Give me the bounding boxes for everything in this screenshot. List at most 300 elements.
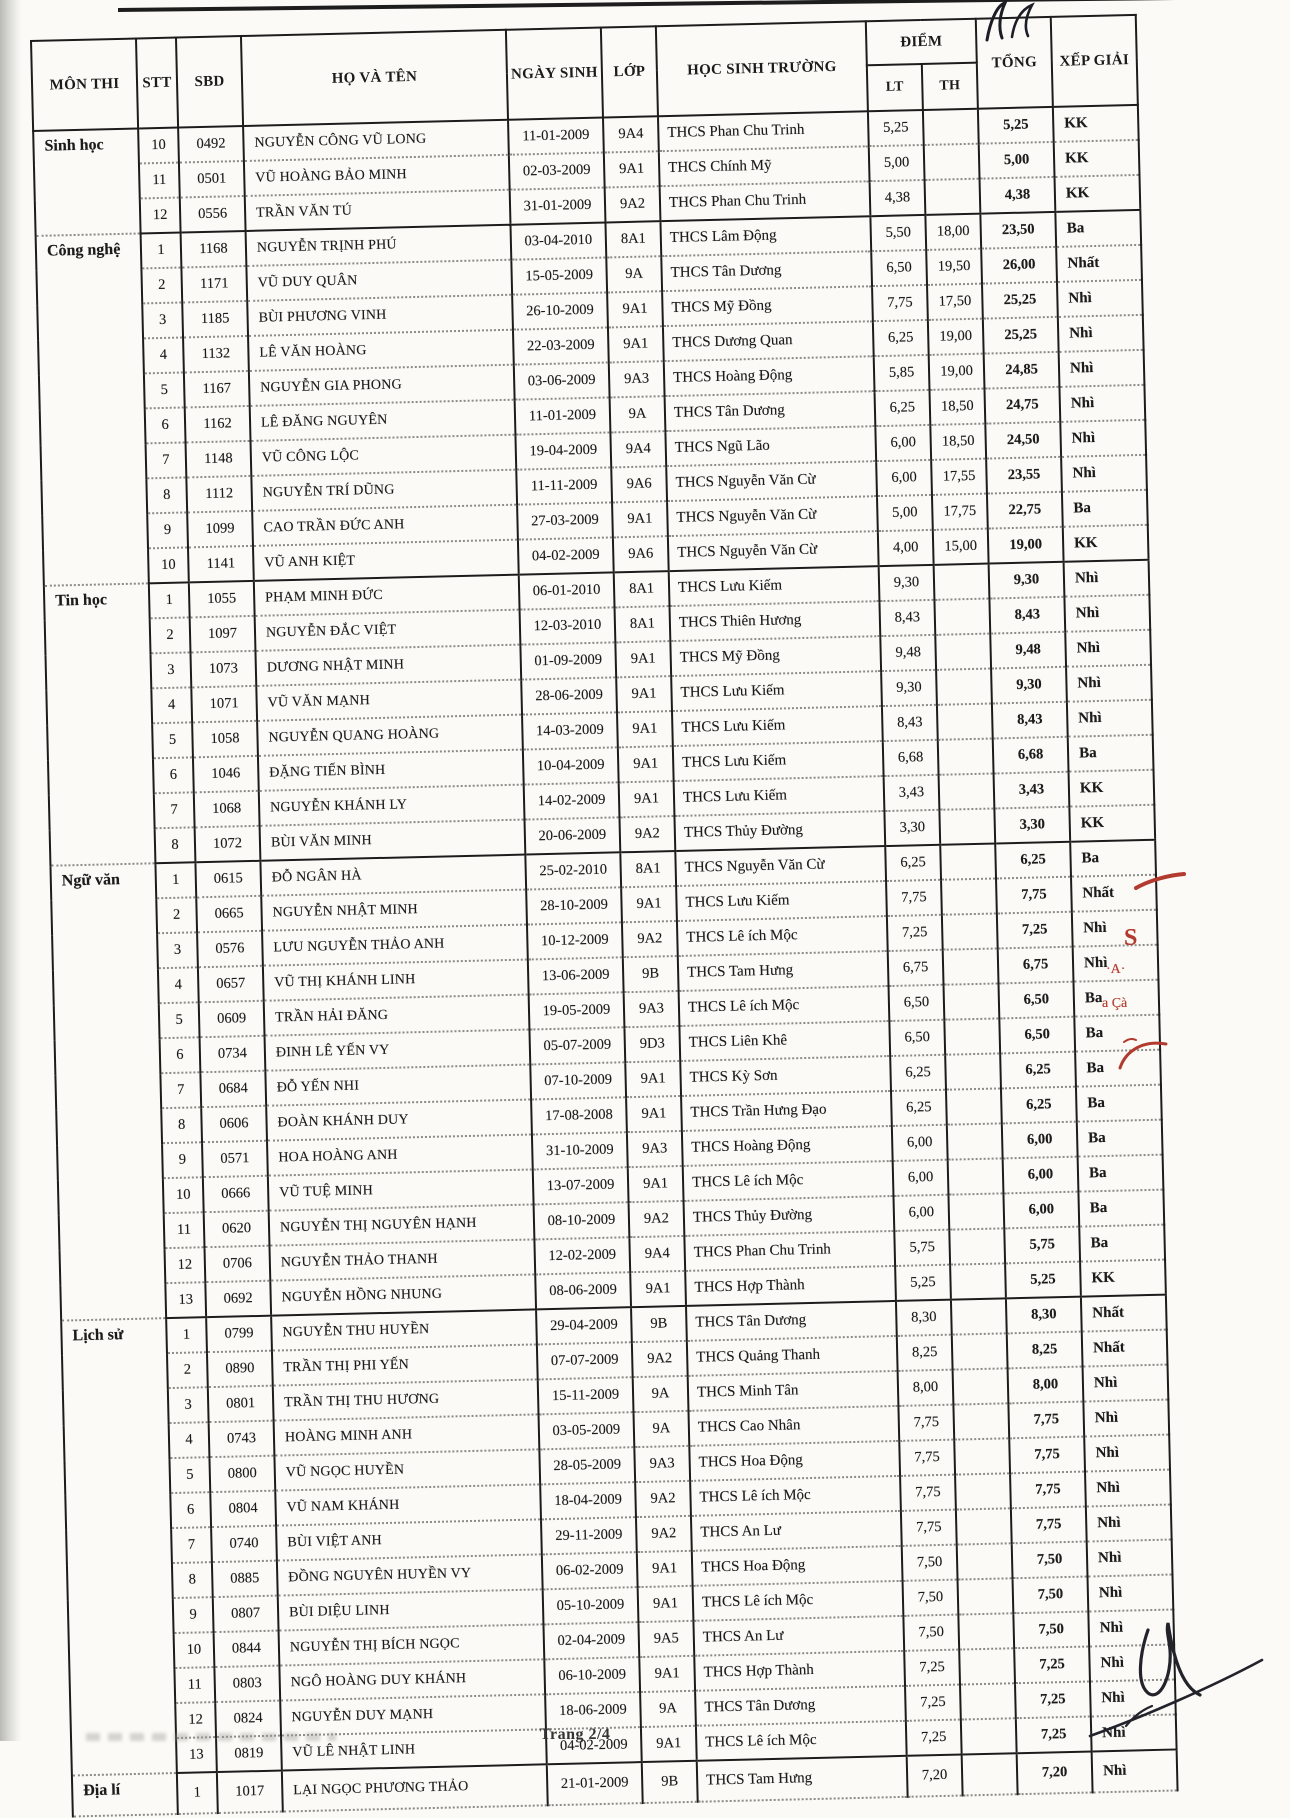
cell-truong: THCS Liên Khê	[679, 1021, 890, 1061]
cell-sbd: 1162	[185, 406, 251, 443]
cell-truong: THCS Dương Quan	[663, 321, 874, 361]
cell-truong: THCS An Lư	[691, 1511, 902, 1551]
cell-truong: THCS Lê ích Mộc	[690, 1476, 901, 1516]
cell-truong: THCS Hoàng Động	[682, 1126, 893, 1166]
cell-sbd: 0609	[199, 1001, 265, 1038]
cell-diem-lt: 7,75	[886, 880, 942, 916]
cell-tong: 7,25	[1015, 1681, 1091, 1718]
cell-stt: 12	[165, 1247, 206, 1283]
cell-stt: 5	[159, 1002, 200, 1038]
cell-xep-giai: Ba	[1074, 1015, 1160, 1052]
cell-tong: 5,75	[1004, 1227, 1080, 1264]
cell-truong: THCS Hoàng Động	[664, 356, 875, 396]
header-sbd: SBD	[176, 36, 243, 128]
cell-lop: 9A1	[628, 1166, 684, 1202]
cell-lop: 8A1	[620, 851, 676, 887]
cell-diem-th	[945, 1053, 1001, 1089]
cell-lop: 9A5	[638, 1621, 694, 1657]
cell-truong: THCS Thiên Hương	[670, 601, 881, 641]
cell-ngay-sinh: 21-01-2009	[547, 1762, 643, 1805]
cell-diem-th	[951, 1298, 1007, 1334]
cell-lop: 9A	[610, 396, 666, 432]
cell-diem-th: 17,75	[932, 494, 988, 530]
cell-stt: 13	[165, 1282, 206, 1318]
cell-ho-va-ten: ĐỖ YẾN NHI	[265, 1064, 531, 1105]
cell-diem-th: 17,55	[931, 459, 987, 495]
header-mon-thi: MÔN THI	[31, 39, 138, 131]
cell-truong: THCS Lưu Kiếm	[673, 741, 884, 781]
cell-sbd: 0615	[195, 861, 261, 898]
cell-ho-va-ten: TRẦN HẢI ĐĂNG	[264, 995, 530, 1036]
cell-diem-th: 18,50	[930, 424, 986, 460]
cell-stt: 4	[143, 337, 184, 373]
cell-ngay-sinh: 31-10-2009	[532, 1132, 628, 1169]
cell-truong: THCS Lưu Kiếm	[671, 671, 882, 711]
cell-diem-lt: 6,00	[875, 425, 931, 461]
cell-xep-giai: Ba	[1062, 490, 1148, 527]
cell-diem-lt: 6,75	[888, 950, 944, 986]
cell-ngay-sinh: 19-05-2009	[529, 992, 625, 1029]
cell-ho-va-ten: VŨ ANH KIỆT	[253, 540, 519, 581]
cell-xep-giai: Nhì	[1085, 1470, 1171, 1507]
cell-diem-th	[958, 1613, 1014, 1649]
cell-stt: 1	[177, 1772, 218, 1814]
cell-mon-thi: Sinh học	[33, 128, 140, 235]
cell-diem-th	[962, 1753, 1018, 1795]
cell-ho-va-ten: BÙI PHƯƠNG VINH	[247, 295, 513, 336]
cell-stt: 7	[146, 442, 187, 478]
cell-tong: 7,25	[997, 912, 1073, 949]
header-xep-giai: XẾP GIẢI	[1051, 15, 1138, 107]
header-truong: HỌC SINH TRƯỜNG	[656, 21, 868, 116]
cell-diem-th	[950, 1263, 1006, 1299]
cell-truong: THCS Ngũ Lão	[665, 426, 876, 466]
cell-xep-giai: Ba	[1070, 840, 1156, 877]
cell-xep-giai: Nhất	[1082, 1330, 1168, 1367]
cell-xep-giai: Ba	[1068, 735, 1154, 772]
cell-diem-lt: 9,30	[879, 565, 935, 601]
cell-xep-giai: Nhì	[1083, 1400, 1169, 1437]
cell-sbd: 0734	[200, 1036, 266, 1073]
cell-xep-giai: Ba	[1075, 1050, 1161, 1087]
cell-tong: 7,75	[1008, 1402, 1084, 1439]
cell-tong: 7,50	[1012, 1542, 1088, 1579]
cell-ho-va-ten: NGUYỄN THỊ NGUYÊN HẠNH	[269, 1204, 535, 1245]
cell-lop: 9A1	[607, 291, 663, 327]
cell-ho-va-ten: NGUYỄN DUY MẠNH	[280, 1694, 546, 1735]
cell-xep-giai: Nhì	[1072, 910, 1158, 947]
cell-ho-va-ten: NGUYỄN KHÁNH LY	[259, 785, 525, 826]
cell-ngay-sinh: 11-11-2009	[516, 467, 612, 504]
cell-diem-lt: 6,50	[871, 250, 927, 286]
cell-xep-giai: Nhì	[1057, 280, 1143, 317]
cell-truong: THCS Hợp Thành	[685, 1266, 896, 1306]
signature-ink	[1030, 1598, 1280, 1741]
cell-diem-th	[923, 109, 979, 145]
cell-diem-th	[958, 1578, 1014, 1614]
cell-stt: 8	[172, 1562, 213, 1598]
cell-tong: 24,85	[984, 352, 1060, 389]
cell-sbd: 1017	[217, 1771, 283, 1814]
cell-lop: 9A2	[635, 1481, 691, 1517]
cell-truong: THCS Phan Chu Trinh	[684, 1231, 895, 1271]
cell-ho-va-ten: CAO TRẦN ĐỨC ANH	[252, 505, 518, 546]
cell-diem-th	[944, 983, 1000, 1019]
cell-sbd: 0501	[179, 161, 245, 198]
cell-xep-giai: Ba	[1055, 210, 1141, 247]
cell-ho-va-ten: VŨ HOÀNG BẢO MINH	[244, 155, 510, 196]
results-table	[30, 14, 1179, 1818]
cell-ngay-sinh: 12-02-2009	[534, 1237, 630, 1274]
cell-lop: 9A	[640, 1691, 696, 1727]
cell-truong: THCS Nguyễn Văn Cừ	[675, 846, 886, 886]
cell-xep-giai: Nhì	[1086, 1505, 1172, 1542]
cell-tong: 24,50	[985, 422, 1061, 459]
cell-truong: THCS Nguyễn Văn Cừ	[667, 496, 878, 536]
cell-ngay-sinh: 18-06-2009	[545, 1692, 641, 1729]
cell-diem-th	[943, 948, 999, 984]
cell-lop: 9A1	[639, 1656, 695, 1692]
cell-lop: 9A1	[616, 676, 672, 712]
cell-ho-va-ten: LÊ ĐĂNG NGUYÊN	[250, 400, 516, 441]
cell-stt: 5	[144, 372, 185, 408]
cell-ngay-sinh: 10-04-2009	[523, 747, 619, 784]
cell-stt: 9	[162, 1142, 203, 1178]
cell-lop: 9A1	[630, 1271, 686, 1307]
cell-diem-lt: 5,25	[895, 1265, 951, 1301]
cell-sbd: 0885	[212, 1561, 278, 1598]
cell-diem-th: 18,50	[929, 389, 985, 425]
cell-ho-va-ten: DƯƠNG NHẬT MINH	[255, 645, 521, 686]
header-ho-va-ten: HỌ VÀ TÊN	[241, 30, 508, 126]
cell-ho-va-ten: NGUYỄN ĐẮC VIỆT	[255, 610, 521, 651]
cell-truong: THCS Lưu Kiếm	[669, 566, 880, 606]
faint-cut-text	[86, 1733, 336, 1741]
cell-sbd: 1068	[194, 791, 260, 828]
pen-mark-top	[975, 0, 1045, 42]
cell-stt: 2	[150, 617, 191, 653]
cell-stt: 6	[153, 757, 194, 793]
cell-xep-giai: Nhì	[1083, 1365, 1169, 1402]
cell-lop: 9A1	[612, 501, 668, 537]
cell-ngay-sinh: 03-04-2010	[510, 222, 606, 259]
cell-ho-va-ten: ĐỒNG NGUYÊN HUYỀN VY	[277, 1554, 543, 1595]
cell-ho-va-ten: ĐỖ NGÂN HÀ	[260, 855, 526, 896]
cell-truong: THCS Chính Mỹ	[659, 146, 870, 186]
cell-stt: 13	[176, 1737, 217, 1773]
cell-diem-lt: 7,25	[906, 1720, 962, 1756]
cell-ngay-sinh: 10-12-2009	[527, 922, 623, 959]
cell-stt: 7	[171, 1527, 212, 1563]
cell-truong: THCS Trần Hưng Đạo	[681, 1091, 892, 1131]
cell-diem-th	[947, 1123, 1003, 1159]
cell-xep-giai: Nhất	[1071, 875, 1157, 912]
cell-truong: THCS Lâm Động	[660, 216, 871, 256]
cell-stt: 4	[151, 687, 192, 723]
cell-diem-lt: 3,30	[884, 810, 940, 846]
cell-lop: 9D3	[624, 1026, 680, 1062]
cell-diem-lt: 3,43	[884, 775, 940, 811]
cell-ngay-sinh: 08-10-2009	[534, 1202, 630, 1239]
cell-xep-giai: KK	[1063, 525, 1149, 562]
cell-ho-va-ten: NGUYỄN TRỊNH PHÚ	[246, 225, 512, 266]
cell-ho-va-ten: BÙI VIỆT ANH	[276, 1519, 542, 1560]
cell-diem-lt: 7,50	[902, 1545, 958, 1581]
cell-tong: 4,38	[980, 177, 1056, 214]
cell-diem-lt: 7,20	[907, 1755, 963, 1797]
cell-ngay-sinh: 06-10-2009	[544, 1657, 640, 1694]
cell-sbd: 0800	[209, 1456, 275, 1493]
cell-ngay-sinh: 12-03-2010	[520, 607, 616, 644]
cell-ngay-sinh: 03-05-2009	[539, 1412, 635, 1449]
cell-ho-va-ten: NGUYỄN NHẬT MINH	[261, 890, 527, 931]
cell-stt: 6	[160, 1037, 201, 1073]
cell-sbd: 1073	[190, 651, 256, 688]
cell-ho-va-ten: NGUYỄN QUANG HOÀNG	[257, 715, 523, 756]
cell-ngay-sinh: 20-06-2009	[525, 817, 621, 854]
cell-xep-giai: KK	[1069, 805, 1155, 842]
cell-ngay-sinh: 15-05-2009	[511, 257, 607, 294]
cell-ho-va-ten: VŨ NGỌC HUYỀN	[274, 1449, 540, 1490]
cell-diem-th	[939, 774, 995, 810]
cell-lop: 9A1	[604, 151, 660, 187]
cell-ho-va-ten: NGUYỄN THỊ BÍCH NGỌC	[279, 1624, 545, 1665]
cell-ho-va-ten: NGUYỄN THU HUYỀN	[271, 1309, 537, 1350]
cell-diem-th	[936, 669, 992, 705]
cell-xep-giai: Nhì	[1091, 1714, 1177, 1751]
cell-xep-giai: Nhất	[1056, 245, 1142, 282]
cell-diem-lt: 5,75	[894, 1230, 950, 1266]
header-tong: TỔNG	[976, 17, 1053, 109]
cell-sbd: 0556	[180, 196, 246, 233]
cell-ngay-sinh: 03-06-2009	[514, 362, 610, 399]
cell-sbd: 0576	[197, 931, 263, 968]
cut-off-table-line	[118, 0, 1290, 12]
cell-mon-thi: Lịch sử	[61, 1318, 177, 1775]
cell-ho-va-ten: NGUYỄN THẢO THANH	[269, 1239, 535, 1280]
cell-lop: 9A2	[632, 1341, 688, 1377]
cell-xep-giai: Nhì	[1090, 1679, 1176, 1716]
cell-ngay-sinh: 14-02-2009	[524, 782, 620, 819]
cell-lop: 8A1	[615, 606, 671, 642]
red-annotation-ca: a Çà	[1102, 996, 1128, 1011]
cell-diem-th: 17,50	[927, 284, 983, 320]
cell-lop: 9A6	[613, 536, 669, 572]
cell-stt: 6	[145, 407, 186, 443]
cell-truong: THCS Hoa Động	[689, 1441, 900, 1481]
cell-tong: 23,50	[980, 212, 1056, 249]
cell-sbd: 1167	[184, 371, 250, 408]
cell-sbd: 0620	[204, 1211, 270, 1248]
cell-diem-lt: 7,25	[887, 915, 943, 951]
cell-tong: 6,50	[999, 1017, 1075, 1054]
cell-diem-lt: 7,75	[898, 1405, 954, 1441]
cell-tong: 19,00	[988, 527, 1064, 564]
cell-lop: 9A1	[619, 781, 675, 817]
cell-stt: 12	[175, 1702, 216, 1738]
cell-ho-va-ten: LƯU NGUYỄN THẢO ANH	[262, 925, 528, 966]
cell-stt: 4	[158, 967, 199, 1003]
cell-ngay-sinh: 05-10-2009	[543, 1587, 639, 1624]
cell-diem-th	[961, 1718, 1017, 1754]
cell-diem-lt: 5,50	[870, 215, 926, 251]
cell-diem-th	[949, 1228, 1005, 1264]
cell-stt: 4	[169, 1422, 210, 1458]
cell-stt: 6	[170, 1492, 211, 1528]
cell-tong: 7,20	[1017, 1751, 1093, 1794]
cell-xep-giai: KK	[1080, 1260, 1166, 1297]
cell-sbd: 1168	[181, 231, 247, 268]
cell-diem-th	[956, 1508, 1012, 1544]
cell-mon-thi: Địa lí	[72, 1773, 178, 1816]
cell-tong: 7,75	[1009, 1437, 1085, 1474]
cell-stt: 12	[140, 198, 181, 234]
cell-ngay-sinh: 07-07-2009	[537, 1342, 633, 1379]
cell-ho-va-ten: BÙI VĂN MINH	[260, 820, 526, 861]
cell-xep-giai: Nhì	[1065, 630, 1151, 667]
cell-xep-giai: Nhì	[1059, 385, 1145, 422]
cell-lop: 9A1	[615, 641, 671, 677]
cell-xep-giai: Nhì	[1064, 595, 1150, 632]
cell-lop: 9A	[633, 1376, 689, 1412]
cell-sbd: 0657	[198, 966, 264, 1003]
cell-diem-lt: 7,50	[903, 1615, 959, 1651]
cell-xep-giai: Nhì	[1059, 350, 1145, 387]
cell-sbd: 1148	[186, 441, 252, 478]
cell-truong: THCS Thủy Đường	[674, 811, 885, 851]
cell-lop: 9A1	[608, 326, 664, 362]
cell-diem-lt: 6,25	[890, 1055, 946, 1091]
cell-diem-th	[954, 1438, 1010, 1474]
cell-lop: 9B	[623, 956, 679, 992]
cell-sbd: 0743	[209, 1421, 275, 1458]
cell-tong: 8,25	[1007, 1332, 1083, 1369]
red-hook-mark	[1116, 1034, 1176, 1074]
cell-lop: 9A3	[627, 1131, 683, 1167]
cell-diem-th	[934, 599, 990, 635]
cell-tong: 6,75	[998, 947, 1074, 984]
cell-xep-giai: Ba	[1078, 1190, 1164, 1227]
cell-sbd: 0706	[204, 1246, 270, 1283]
cell-tong: 6,00	[1003, 1192, 1079, 1229]
cell-sbd: 0801	[208, 1386, 274, 1423]
cell-ho-va-ten: HOA HOÀNG ANH	[267, 1134, 533, 1175]
cell-diem-lt: 6,00	[876, 460, 932, 496]
cell-sbd: 1046	[193, 756, 259, 793]
cell-diem-lt: 6,68	[883, 740, 939, 776]
cell-ngay-sinh: 27-03-2009	[517, 502, 613, 539]
cell-ho-va-ten: VŨ LÊ NHẬT LINH	[281, 1729, 547, 1770]
cell-xep-giai: Nhì	[1058, 315, 1144, 352]
cell-stt: 2	[141, 267, 182, 303]
cell-sbd: 0492	[178, 126, 244, 163]
cell-lop: 9A1	[617, 711, 673, 747]
cell-xep-giai: Ba	[1073, 980, 1159, 1017]
cell-diem-lt: 4,38	[870, 180, 926, 216]
cell-ngay-sinh: 28-06-2009	[521, 677, 617, 714]
cell-truong: THCS Kỳ Sơn	[680, 1056, 891, 1096]
cell-ngay-sinh: 31-01-2009	[510, 188, 606, 225]
cell-lop: 9A2	[629, 1201, 685, 1237]
cell-diem-lt: 6,25	[891, 1090, 947, 1126]
cell-lop: 9A1	[621, 886, 677, 922]
cell-tong: 6,25	[1000, 1052, 1076, 1089]
cell-lop: 9A2	[622, 921, 678, 957]
cell-xep-giai: Nhì	[1061, 455, 1147, 492]
cell-diem-th	[935, 634, 991, 670]
cell-stt: 9	[147, 512, 188, 548]
cell-sbd: 1132	[183, 336, 249, 373]
cell-diem-lt: 7,75	[899, 1440, 955, 1476]
cell-stt: 3	[142, 302, 183, 338]
cell-truong: THCS An Lư	[693, 1616, 904, 1656]
cell-diem-lt: 7,75	[872, 285, 928, 321]
cell-mon-thi: Ngữ văn	[50, 863, 166, 1320]
cell-xep-giai: Nhì	[1089, 1644, 1175, 1681]
cell-tong: 25,25	[983, 317, 1059, 354]
cell-ngay-sinh: 01-09-2009	[520, 642, 616, 679]
cell-stt: 11	[139, 163, 180, 199]
cell-sbd: 0803	[214, 1666, 280, 1703]
cell-sbd: 0799	[206, 1316, 272, 1353]
cell-truong: THCS Phan Chu Trinh	[658, 111, 869, 151]
cell-diem-th	[946, 1088, 1002, 1124]
cell-diem-lt: 8,43	[879, 600, 935, 636]
cell-stt: 8	[146, 477, 187, 513]
cell-diem-lt: 8,43	[882, 705, 938, 741]
cell-diem-th	[942, 913, 998, 949]
cell-tong: 6,68	[993, 737, 1069, 774]
red-dash-mark	[1132, 868, 1188, 894]
cell-truong: THCS Tân Dương	[665, 391, 876, 431]
cell-diem-lt: 7,25	[905, 1685, 961, 1721]
cell-stt: 9	[173, 1597, 214, 1633]
cell-lop: 9A2	[619, 816, 675, 852]
cell-tong: 8,43	[989, 597, 1065, 634]
cell-tong: 8,30	[1006, 1297, 1082, 1334]
cell-diem-th	[940, 843, 996, 879]
cell-truong: THCS Tân Dương	[686, 1301, 897, 1341]
cell-ho-va-ten: VŨ DUY QUÂN	[246, 260, 512, 301]
cell-lop: 9A	[633, 1411, 689, 1447]
cell-sbd: 0824	[215, 1701, 281, 1738]
cell-stt: 8	[155, 827, 196, 863]
cell-stt: 1	[155, 862, 196, 898]
cell-xep-giai: Ba	[1077, 1120, 1163, 1157]
cell-ngay-sinh: 05-07-2009	[529, 1027, 625, 1064]
cell-lop: 8A1	[605, 221, 661, 257]
cell-truong: THCS Lê ích Mộc	[679, 986, 890, 1026]
cell-truong: THCS Mỹ Đồng	[670, 636, 881, 676]
cell-diem-th	[925, 179, 981, 215]
cell-lop: 9A3	[634, 1446, 690, 1482]
cell-diem-th	[937, 704, 993, 740]
cell-tong: 9,30	[991, 667, 1067, 704]
cell-stt: 10	[138, 128, 179, 164]
cell-diem-th: 15,00	[933, 529, 989, 565]
cell-diem-lt: 6,25	[875, 390, 931, 426]
cell-sbd: 0740	[211, 1526, 277, 1563]
cell-diem-th: 19,50	[926, 249, 982, 285]
cell-lop: 9A4	[610, 431, 666, 467]
cell-diem-lt: 6,25	[885, 845, 941, 881]
cell-sbd: 0692	[205, 1281, 271, 1318]
cell-ho-va-ten: TRẦN THỊ THU HƯƠNG	[273, 1379, 539, 1420]
cell-lop: 9A	[606, 256, 662, 292]
cell-tong: 26,00	[981, 247, 1057, 284]
cell-stt: 8	[161, 1107, 202, 1143]
cell-diem-lt: 6,00	[893, 1195, 949, 1231]
